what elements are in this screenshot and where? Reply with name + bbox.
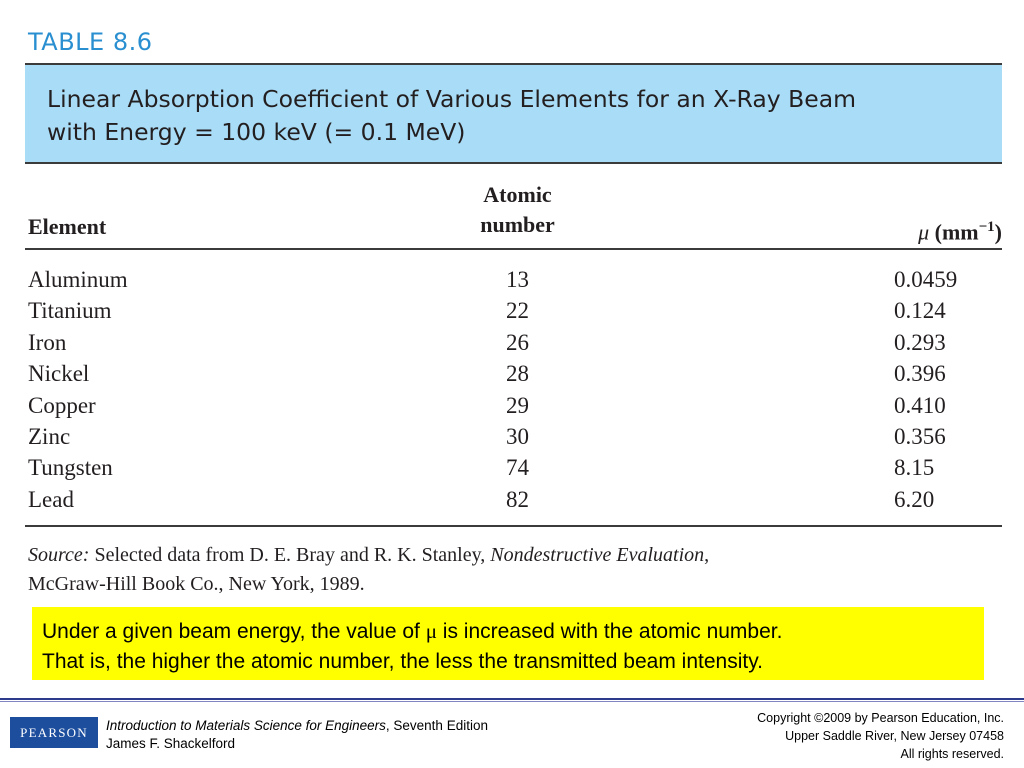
table-row bbox=[0, 264, 1024, 295]
table-row bbox=[0, 327, 1024, 358]
mu-cell: 0.356 bbox=[894, 423, 946, 449]
highlight-note bbox=[32, 607, 984, 680]
atomic-number-cell: 30 bbox=[506, 423, 529, 449]
element-cell: Iron bbox=[28, 329, 67, 355]
column-header-atomic-line2: number bbox=[480, 212, 555, 237]
table-row bbox=[0, 358, 1024, 389]
pearson-logo-text: PEARSON bbox=[20, 724, 88, 740]
table-title-band bbox=[25, 63, 1002, 164]
mu-unit-prefix: (mm bbox=[929, 219, 979, 245]
column-header-element: Element bbox=[28, 214, 107, 239]
mu-cell: 0.410 bbox=[894, 392, 946, 418]
mu-cell: 0.124 bbox=[894, 298, 946, 324]
source-text-comma: , bbox=[704, 544, 710, 566]
table-row bbox=[0, 390, 1024, 421]
mu-cell: 0.396 bbox=[894, 361, 946, 387]
book-author: James F. Shackelford bbox=[106, 736, 236, 751]
header-divider bbox=[25, 248, 1002, 250]
copyright-notice bbox=[757, 709, 1004, 763]
table-title-line2: with Energy = 100 keV (= 0.1 MeV) bbox=[47, 118, 466, 146]
table-number-label: TABLE 8.6 bbox=[28, 28, 153, 56]
table-title-line1: Linear Absorption Coefficient of Various Elements for an X-Ray Beam bbox=[47, 85, 857, 113]
note-mu-symbol: μ bbox=[425, 619, 437, 643]
atomic-number-cell: 28 bbox=[506, 361, 529, 387]
column-header-atomic-number bbox=[440, 180, 595, 240]
table-bottom-rule bbox=[25, 525, 1002, 527]
table-title bbox=[47, 83, 856, 149]
mu-unit-exponent: −1 bbox=[978, 219, 995, 235]
note-line1-start: Under a given beam energy, the value of bbox=[42, 620, 426, 643]
atomic-number-cell: 26 bbox=[506, 329, 529, 355]
mu-cell: 6.20 bbox=[894, 486, 935, 512]
pearson-logo bbox=[10, 717, 98, 748]
atomic-number-cell: 74 bbox=[506, 455, 529, 481]
source-text: Selected data from D. E. Bray and R. K. Stanley, bbox=[89, 544, 491, 566]
mu-cell: 8.15 bbox=[894, 455, 935, 481]
copyright-line2: Upper Saddle River, New Jersey 07458 bbox=[785, 729, 1004, 743]
book-credit bbox=[106, 717, 488, 753]
element-cell: Aluminum bbox=[28, 267, 128, 292]
mu-cell: 0.293 bbox=[894, 329, 946, 355]
copyright-line3: All rights reserved. bbox=[900, 747, 1004, 761]
table-body bbox=[0, 264, 1024, 515]
element-cell: Titanium bbox=[28, 298, 112, 324]
atomic-number-cell: 22 bbox=[506, 298, 529, 324]
table-row bbox=[0, 421, 1024, 452]
source-publisher: McGraw-Hill Book Co., New York, 1989. bbox=[28, 573, 365, 595]
note-line2: That is, the higher the atomic number, the less the transmitted beam intensity. bbox=[42, 650, 763, 673]
element-cell: Lead bbox=[28, 486, 74, 512]
column-header-atomic-line1: Atomic bbox=[483, 182, 552, 207]
column-header-mu bbox=[918, 212, 1002, 247]
copyright-line1: Copyright ©2009 by Pearson Education, Inc. bbox=[757, 711, 1004, 725]
book-edition: , Seventh Edition bbox=[385, 718, 488, 733]
element-cell: Zinc bbox=[28, 423, 71, 449]
table-row bbox=[0, 295, 1024, 326]
source-book-title: Nondestructive Evaluation bbox=[490, 544, 705, 566]
element-cell: Nickel bbox=[28, 361, 90, 387]
element-cell: Tungsten bbox=[28, 455, 113, 481]
source-citation bbox=[28, 541, 709, 599]
footer-divider bbox=[0, 698, 1024, 700]
footer-divider-thin bbox=[0, 701, 1024, 702]
mu-cell: 0.0459 bbox=[894, 267, 958, 292]
mu-symbol: μ bbox=[918, 219, 930, 245]
table-row bbox=[0, 452, 1024, 483]
source-label: Source: bbox=[28, 544, 90, 566]
element-cell: Copper bbox=[28, 392, 96, 418]
atomic-number-cell: 13 bbox=[506, 267, 529, 292]
book-title: Introduction to Materials Science for Engineers bbox=[106, 718, 386, 733]
atomic-number-cell: 29 bbox=[506, 392, 529, 418]
note-line1-end: is increased with the atomic number. bbox=[436, 620, 783, 643]
atomic-number-cell: 82 bbox=[506, 486, 529, 512]
mu-unit-suffix: ) bbox=[994, 219, 1002, 245]
table-row bbox=[0, 484, 1024, 515]
